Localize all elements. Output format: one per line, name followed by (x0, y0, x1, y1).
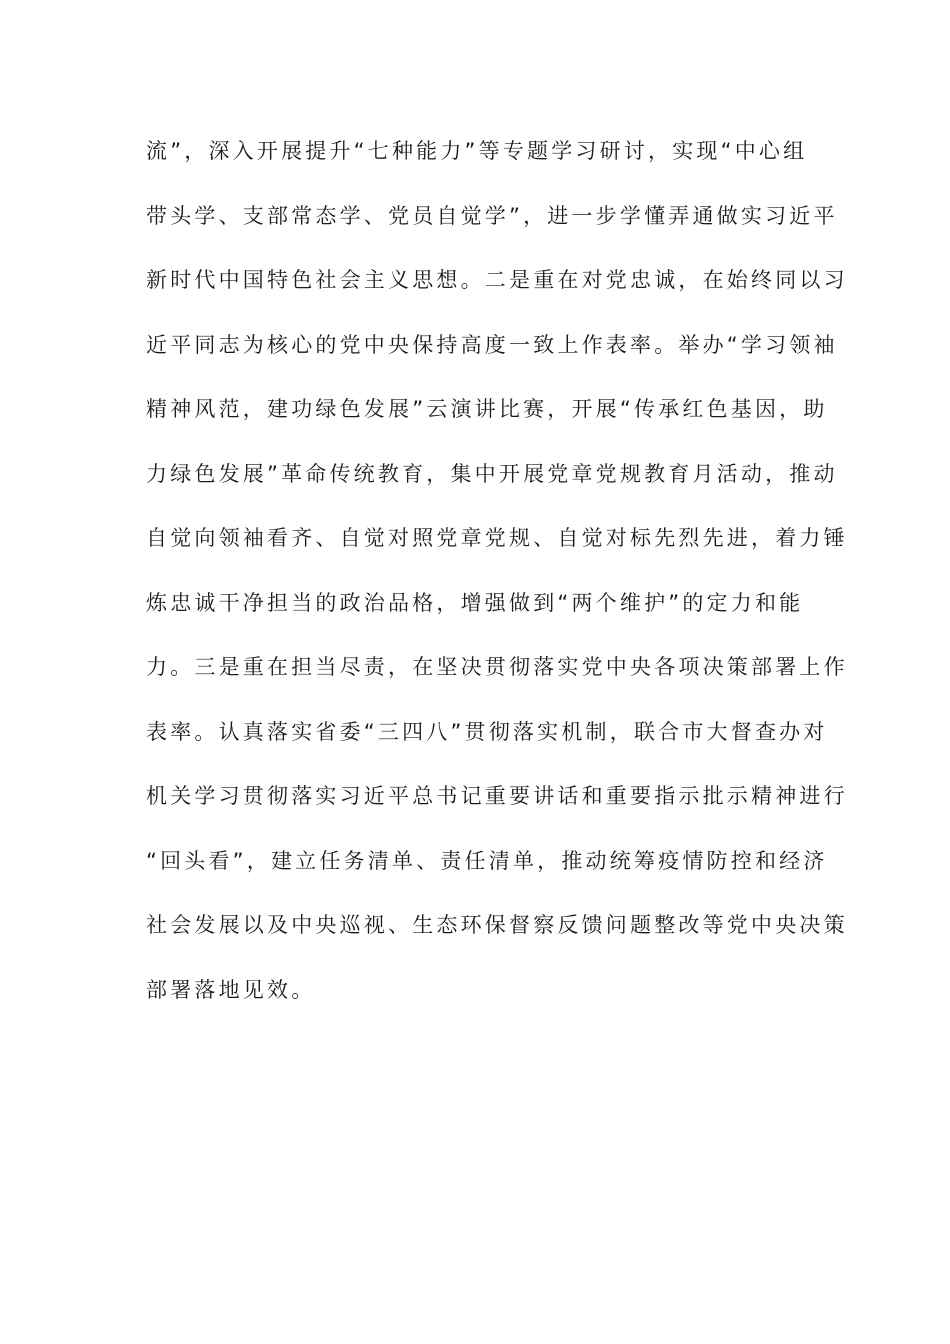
text-line: 部署落地见效。 (146, 977, 316, 1002)
text-line: 自觉向领袖看齐、自觉对照党章党规、自觉对标先烈先进，着力锤 (146, 526, 848, 550)
body-paragraph (146, 127, 848, 1030)
text-line: 机关学习贯彻落实习近平总书记重要讲话和重要指示批示精神进行 (146, 784, 848, 808)
text-line: 带头学、支部常态学、党员自觉学”，进一步学懂弄通做实习近平 (146, 203, 838, 228)
text-line: 力绿色发展”革命传统教育，集中开展党章党规教育月活动，推动 (146, 461, 838, 486)
text-line: 社会发展以及中央巡视、生态环保督察反馈问题整改等党中央决策 (146, 913, 848, 937)
text-line: 近平同志为核心的党中央保持高度一致上作表率。举办“学习领袖 (146, 332, 838, 357)
text-line: 炼忠诚干净担当的政治品格，增强做到“两个维护”的定力和能 (146, 590, 804, 615)
text-line: “回头看”，建立任务清单、责任清单，推动统筹疫情防控和经济 (146, 848, 828, 873)
text-line: 表率。认真落实省委“三四八”贯彻落实机制，联合市大督查办对 (146, 719, 828, 744)
text-line: 力。三是重在担当尽责，在坚决贯彻落实党中央各项决策部署上作 (146, 655, 848, 679)
text-line: 新时代中国特色社会主义思想。二是重在对党忠诚，在始终同以习 (146, 268, 848, 292)
text-line: 流”，深入开展提升“七种能力”等专题学习研讨，实现“中心组 (146, 139, 808, 163)
text-line: 精神风范，建功绿色发展”云演讲比赛，开展“传承红色基因，助 (146, 397, 828, 421)
